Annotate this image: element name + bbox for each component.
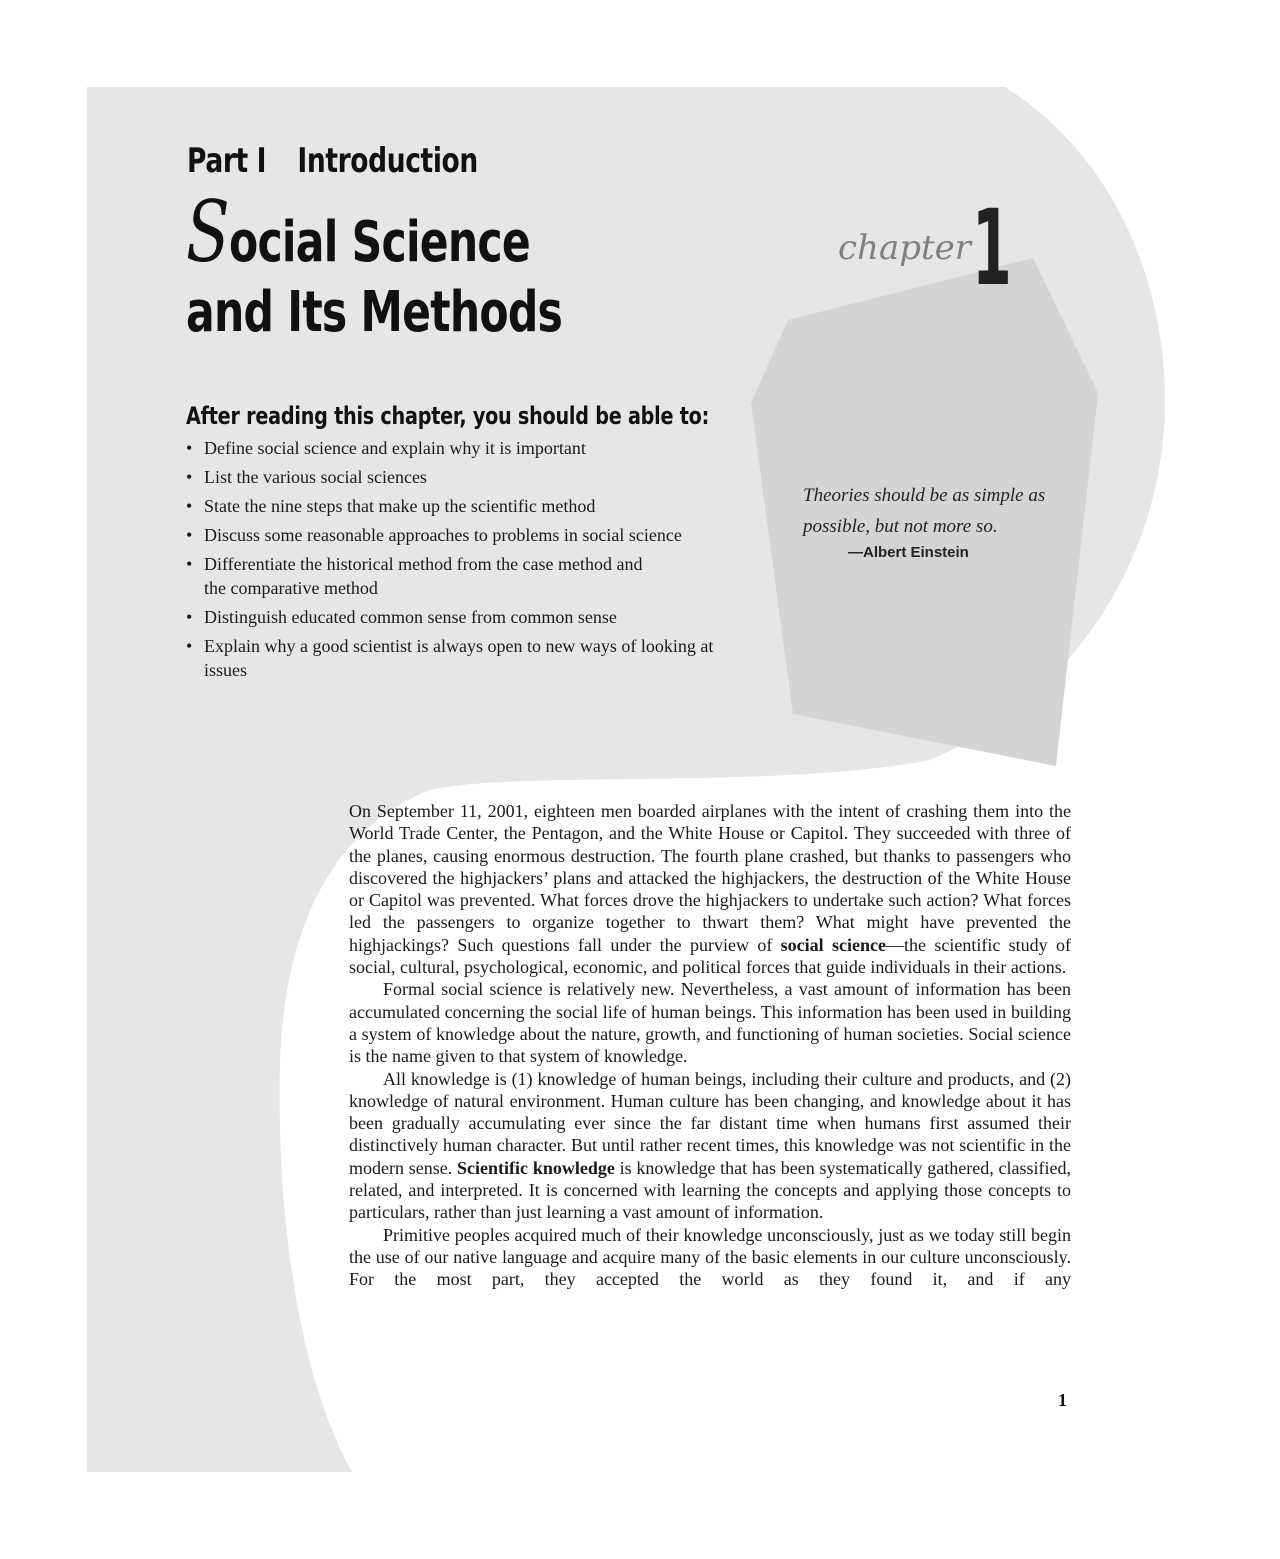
- body-text: [349, 800, 1071, 1291]
- epigraph-attribution: —Albert Einstein: [848, 544, 969, 561]
- body-paragraph: [349, 1068, 1071, 1224]
- page-number: 1: [1058, 1390, 1067, 1410]
- chapter-title-line-1: [186, 183, 531, 281]
- part-label: Part I: [187, 141, 267, 181]
- objective-item: • Differentiate the historical method from the case method and the comparative method: [186, 552, 746, 600]
- epigraph-quote: Theories should be as simple as possible, but not more so.: [803, 485, 1046, 537]
- key-term: social science: [780, 934, 886, 955]
- key-term: Scientific knowledge: [457, 1157, 615, 1178]
- objective-item: • List the various social sciences: [186, 465, 746, 489]
- chapter-title-line-2: and Its Methods: [186, 280, 563, 345]
- body-paragraph: Primitive peoples acquired much of their knowledge unconsciously, just as we today still begin the use of our native language and acquire many of the basic elements in our culture unconsciously. For the most part, they accepted the world as they found it, and if any: [349, 1224, 1071, 1290]
- objective-item: • Define social science and explain why it is important: [186, 436, 746, 460]
- chapter-label: chapter: [838, 228, 972, 268]
- body-paragraph: [349, 800, 1071, 978]
- chapter-title-dropcap: S: [186, 183, 229, 281]
- body-text-run: On September 11, 2001, eighteen men boarded airplanes with the intent of crashing them into the World Trade Center, the Pentagon, and the White House or Capitol. They succeeded with three of the planes, causing enormous destruction. The fourth plane crashed, but thanks to passengers who discovered the highjackers’ plans and attacked the highjackers, the destruction of the White House or Capitol was prevented. What forces drove the highjackers to undertake such action? What forces led the passengers to organize together to thwart them? What might have prevented the highjackings? Such questions fall under the purview of: [349, 801, 1071, 955]
- objective-item: • State the nine steps that make up the scientific method: [186, 494, 746, 518]
- body-text-run: —the scientific study of social, cultural, psychological, economic, and political forces that guide individuals in their actions.: [349, 934, 1071, 978]
- part-title: Introduction: [297, 141, 478, 181]
- body-text-run: is knowledge that has been systematically gathered, classified, related, and interpreted. It is concerned with learning the concepts and applying those concepts to particulars, rather than just learning a vast amount of information.: [349, 1157, 1071, 1223]
- body-paragraph: Formal social science is relatively new. Nevertheless, a vast amount of information has been accumulated concerning the social life of human beings. This information has been used in building a system of knowledge about the nature, growth, and functioning of human societies. Social science is the name given to that system of knowledge.: [349, 979, 1071, 1067]
- objective-item: • Distinguish educated common sense from common sense: [186, 605, 746, 629]
- chapter-title-line-1-text: ocial Science: [228, 210, 531, 275]
- part-heading: [187, 141, 478, 181]
- objective-item: • Explain why a good scientist is always open to new ways of looking at issues: [186, 634, 746, 682]
- objective-item: • Discuss some reasonable approaches to problems in social science: [186, 523, 746, 547]
- objectives-list: [186, 436, 746, 687]
- objectives-heading: After reading this chapter, you should be able to:: [186, 402, 710, 430]
- chapter-number: 1: [972, 187, 1012, 309]
- body-text-run: All knowledge is (1) knowledge of human beings, including their culture and products, and (2) knowledge of natural environment. Human culture has been changing, and knowledge about it has been gradually accumulating ever since the far distant time when humans first assumed their distinctively human character. But until rather recent times, this knowledge was not scientific in the modern sense.: [349, 1068, 1071, 1178]
